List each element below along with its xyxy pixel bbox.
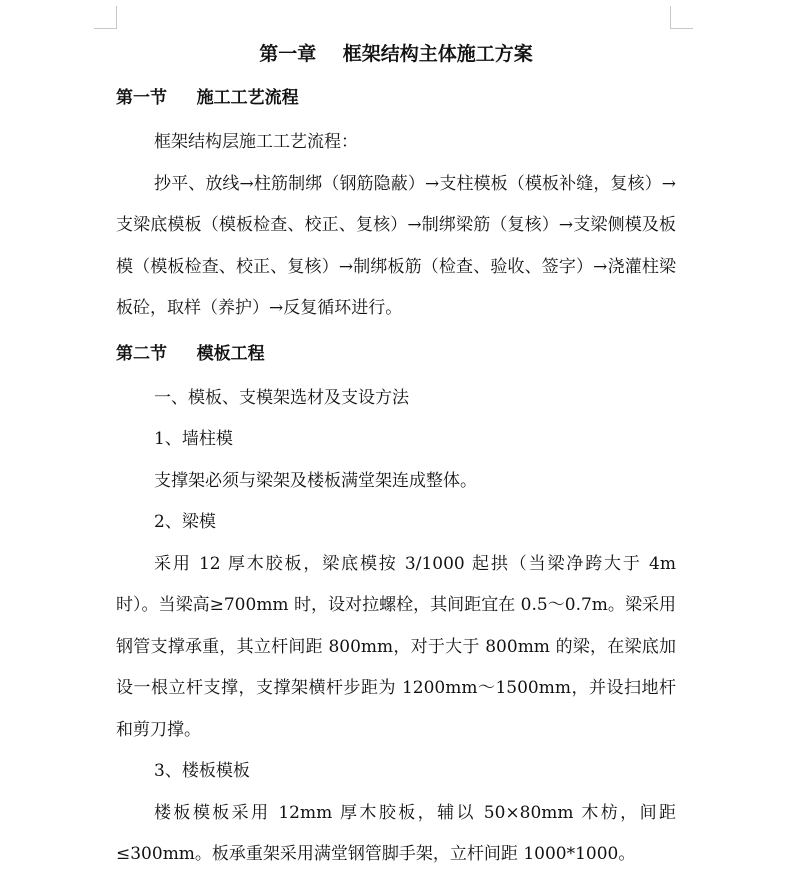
paragraph: 楼板模板采用 12mm 厚木胶板，辅以 50×80mm 木枋，间距≤300mm。板承重架采用满堂钢管脚手架，立杆间距 1000*1000。 [116,802,676,864]
section-heading: 第二节 模板工程 [116,343,265,364]
item-heading: 2、梁模 [154,512,216,532]
paragraph: 支撑架必须与梁架及楼板满堂架连成整体。 [154,470,477,491]
item-heading: 3、楼板模板 [154,761,250,781]
document-body [116,36,676,876]
margin-corner-mark [670,6,693,29]
section-heading: 第一节 施工工艺流程 [116,88,299,108]
subheading: 一、模板、支模架选材及支设方法 [154,387,409,408]
paragraph: 采用 12 厚木胶板，梁底模按 3/1000 起拱（当梁净跨大于 4m 时）。当梁高≥700mm 时，设对拉螺栓，其间距宜在 0.5～0.7m。梁采用钢管支撑承重，其立杆间距 800mm，对于大于 800mm 的梁，在梁底加设一根立杆支撑，支撑架横杆步距为 1200mm～1500mm，并设扫地杆和剪刀撑。 [116,553,676,740]
item-heading: 1、墙柱模 [154,429,233,449]
paragraph: 框架结构层施工工艺流程： [154,132,358,152]
paragraph: 抄平、放线→柱筋制绑（钢筋隐蔽）→支柱模板（模板补缝，复核）→支梁底模板（模板检查、校正、复核）→制绑梁筋（复核）→支梁侧模及板模（模板检查、校正、复核）→制绑板筋（检查、验收、签字）→浇灌柱梁板砼，取样（养护）→反复循环进行。 [116,173,676,318]
chapter-title: 第一章 框架结构主体施工方案 [259,43,533,65]
margin-corner-mark [94,6,117,29]
